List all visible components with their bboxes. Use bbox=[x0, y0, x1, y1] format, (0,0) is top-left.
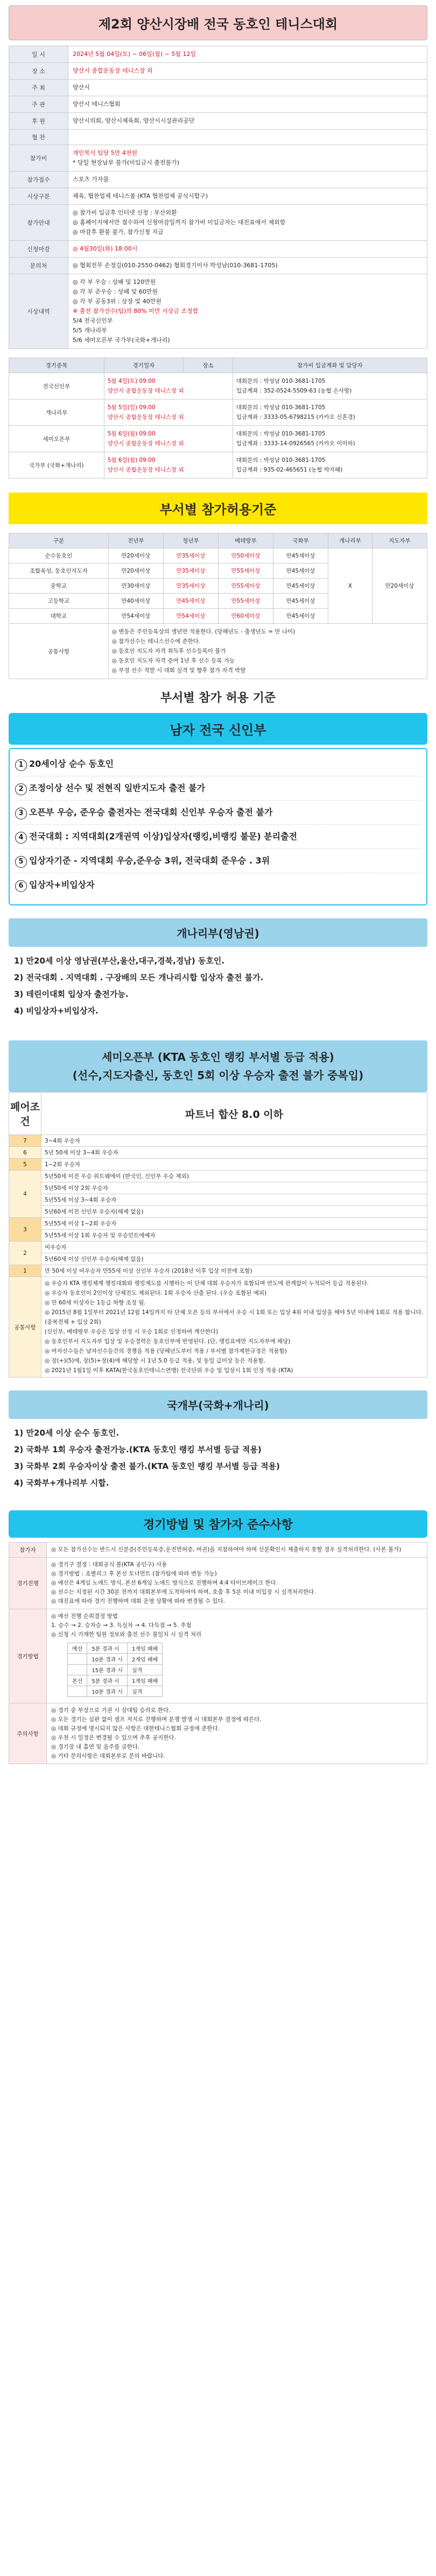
info-value bbox=[68, 113, 427, 130]
allow-cell: 만45세이상 bbox=[273, 579, 328, 594]
semi-cond: 5년60세 이상 신인부 우승자(해제 없음) bbox=[41, 1253, 427, 1265]
semi-title: 세미오픈부 (KTA 동호인 랭킹 부서별 등급 적용) bbox=[102, 1051, 334, 1064]
newbie-item bbox=[15, 825, 421, 849]
late-penalty-cell: 실격 bbox=[128, 1665, 163, 1675]
info-line: ◎ 각 부 준우승 : 상패 및 60만원 bbox=[73, 288, 158, 295]
newbie-item bbox=[15, 873, 421, 897]
rules-value bbox=[47, 1543, 427, 1558]
rules-line: ◎ 우천 시 일정은 변경될 수 있으며 추후 공지한다. bbox=[51, 1735, 176, 1741]
rules-row bbox=[9, 1703, 427, 1764]
semi-common-label: 공통사항 bbox=[9, 1277, 41, 1378]
late-penalty-cell: 10분 경과 시 bbox=[87, 1654, 128, 1665]
semi-common-line: (신인부, 베테랑부 우승은 입상 선정 시 우승 1회로 인정하여 계산한다) bbox=[45, 1329, 219, 1335]
schedule-event: 개나리부 bbox=[9, 399, 104, 426]
gaenari-item: 1) 만20세 이상 영남권(부산,울산,대구,경북,경남) 동호인. bbox=[14, 956, 225, 966]
schedule-account-line: 입금계좌 : 3333-14-0926565 (카카오 이미하) bbox=[236, 440, 355, 447]
semi-cond: 비우승자 bbox=[41, 1241, 427, 1253]
info-line: ◎ 홈페이지에서만 접수하여 신청마감일까지 참가비 미입금자는 대진표에서 제외함 bbox=[73, 219, 286, 226]
semi-col2: 파트너 합산 8.0 이하 bbox=[41, 1093, 427, 1135]
info-line: 5/5 개나리부 bbox=[73, 327, 107, 334]
schedule-event: 국가부 (국화+개나리) bbox=[9, 452, 104, 479]
info-value bbox=[68, 274, 427, 349]
dept-title: 부서별 참가 허용 기준 bbox=[9, 679, 427, 713]
schedule-date-line: 양산시 종합운동장 테니스장 외 bbox=[107, 467, 184, 473]
rules-line: ◎ 모든 경기는 심판 없이 셀프 저지로 진행하며 분쟁 발생 시 대회본부 결정에 따른다. bbox=[51, 1716, 262, 1723]
item-number: 1 bbox=[15, 759, 27, 771]
info-line: ◎ 협회전무 손정길(010-2550-0462) 협회경기이사 박성남(010-3681-1705) bbox=[73, 262, 278, 269]
semi-common-line: ◎ 여자선수들은 남자선수들간의 경쟁을 적용 (당해년도부터 적용 / 부서별 참가제한규정은 적용함) bbox=[45, 1348, 287, 1354]
late-penalty-cell: 2게임 패배 bbox=[128, 1654, 163, 1665]
info-value bbox=[68, 145, 427, 172]
info-table bbox=[9, 46, 427, 349]
newbie-item bbox=[15, 752, 421, 776]
rules-value bbox=[47, 1703, 427, 1764]
national-item: 3) 국화부 2회 우승자이상 출전 불가.(KTA 동호인 랭킹 부서별 등급 적용) bbox=[14, 1461, 280, 1471]
info-value bbox=[68, 205, 427, 241]
rules-line: ◎ 경기 중 부상으로 기권 시 상대팀 승리로 한다. bbox=[51, 1707, 171, 1714]
schedule-event: 세미오픈부 bbox=[9, 426, 104, 452]
rules-line: ◎ 경기방법 : 조별리그 후 본선 토너먼트 (참가팀에 따라 변동 가능) bbox=[51, 1571, 217, 1577]
allow-cell: 만45세이상 bbox=[273, 548, 328, 563]
info-key: 주 관 bbox=[9, 96, 68, 113]
allow-note: ◎ 참가선수는 테니스선수에 준한다. bbox=[111, 638, 201, 645]
schedule-date-line: 5월 6일(월) 09:00 bbox=[107, 457, 156, 463]
semi-cond: 5년60세 이전 신인부 우승자(해제 없음) bbox=[41, 1206, 427, 1218]
schedule-account bbox=[233, 399, 427, 426]
national-item: 2) 국화부 1회 우승자 출전가능.(KTA 동호인 랭킹 부서별 등급 적용) bbox=[14, 1445, 262, 1454]
late-penalty-cell: 15분 경과 시 bbox=[87, 1665, 128, 1675]
semi-cond: 5년50세 이전 우승 위트웨에이 (한국인, 신인부 우승 제외) bbox=[41, 1171, 427, 1182]
semi-common-line: ◎ 우승자 동호인이 2인이상 단체전도 제외된다. 1회 우승자 산출 된다. (우승 포함된 예외) bbox=[45, 1290, 267, 1296]
semi-row bbox=[9, 1135, 427, 1147]
info-key: 신청마감 bbox=[9, 241, 68, 258]
rules-line: 1. 승수 → 2. 승자승 → 3. 득실차 → 4. 다득점 → 5. 추첨 bbox=[51, 1622, 192, 1629]
info-row bbox=[9, 145, 427, 172]
tournament-title: 제2회 양산시장배 전국 동호인 테니스대회 bbox=[9, 5, 427, 40]
semi-common-line: ◎ 장(+)(5)에, 장(5)+장(4)에 해당할 시 1년 5.0 등급 적용, 및 동일 급이상 등은 적용함. bbox=[45, 1358, 265, 1364]
schedule-header: 경기종목 bbox=[9, 358, 104, 373]
allow-cell: 만55세이상 bbox=[218, 563, 273, 579]
schedule-header: 참가비 입금계좌 및 담당자 bbox=[233, 358, 427, 373]
semi-grade: 5 bbox=[9, 1159, 41, 1171]
rules-value bbox=[47, 1558, 427, 1609]
info-row bbox=[9, 205, 427, 241]
info-row bbox=[9, 63, 427, 80]
semi-grade: 1 bbox=[9, 1265, 41, 1277]
late-penalty-row bbox=[68, 1665, 163, 1675]
schedule-event: 전국신인부 bbox=[9, 373, 104, 399]
semi-row bbox=[9, 1218, 427, 1230]
allow-cell: 만35세이상 bbox=[163, 563, 218, 579]
info-value bbox=[68, 80, 427, 96]
info-value bbox=[68, 258, 427, 274]
rules-line: ◎ 대진표에 따라 경기 진행하며 대회 운영 상황에 따라 변경될 수 있다. bbox=[51, 1598, 226, 1604]
rules-row bbox=[9, 1543, 427, 1558]
late-penalty-cell bbox=[68, 1686, 87, 1697]
schedule-account-line: 입금계좌 : 352-0524-5509-63 (농협 손사랑) bbox=[236, 388, 352, 394]
newbie-item bbox=[15, 849, 421, 873]
info-row bbox=[9, 96, 427, 113]
info-line: ※ 출전 참가선수(팀)의 80% 미만 시상금 조정함 bbox=[73, 308, 199, 315]
schedule-account bbox=[233, 373, 427, 399]
gaenari-item: 4) 비입상자+비입상자. bbox=[14, 1006, 99, 1016]
allow-cell: 중학교 bbox=[9, 579, 109, 594]
rules-line: ◎ 경기장 내 흡연 및 음주를 금한다. bbox=[51, 1744, 140, 1750]
late-penalty-cell: 본선 bbox=[68, 1675, 87, 1686]
info-row bbox=[9, 113, 427, 130]
rules-line: ◎ 경기구 결정 : 대회공식 볼(KTA 공인구) 사용 bbox=[51, 1561, 167, 1568]
info-line: ◎ 4월30일(화) 18:00시 bbox=[73, 245, 138, 252]
semi-grade: 4 bbox=[9, 1171, 41, 1218]
allow-cell: 만55세이상 bbox=[218, 594, 273, 609]
late-penalty-cell: 1게임 패배 bbox=[128, 1643, 163, 1654]
late-penalty-cell: 실격 bbox=[128, 1686, 163, 1697]
allow-cell: 만45세이상 bbox=[273, 563, 328, 579]
semi-row bbox=[9, 1147, 427, 1159]
info-line: ◎ 각 부 우승 : 상패 및 120만원 bbox=[73, 279, 156, 286]
late-penalty-table bbox=[67, 1643, 163, 1697]
allow-notes bbox=[108, 624, 427, 679]
semi-row bbox=[9, 1230, 427, 1241]
schedule-account-line: 대회문의 : 박성남 010-3681-1705 bbox=[236, 378, 326, 384]
item-number: 6 bbox=[15, 880, 27, 892]
semi-table bbox=[9, 1092, 427, 1378]
late-penalty-row bbox=[68, 1675, 163, 1686]
semi-grade: 6 bbox=[9, 1147, 41, 1159]
semi-header bbox=[9, 1040, 427, 1092]
rules-table bbox=[9, 1542, 427, 1764]
schedule-row bbox=[9, 373, 427, 399]
semi-cond: 5년55세 이상 3~4회 우승자 bbox=[41, 1194, 427, 1206]
late-penalty-row bbox=[68, 1643, 163, 1654]
allow-header: 전년부 bbox=[108, 533, 163, 548]
late-penalty-cell: 10분 경과 시 bbox=[87, 1686, 128, 1697]
allow-title: 부서별 참가허용기준 bbox=[9, 493, 427, 524]
item-number: 5 bbox=[15, 856, 27, 868]
info-key: 협 찬 bbox=[9, 130, 68, 145]
schedule-date-line: 5월 6일(월) 09:00 bbox=[107, 431, 156, 437]
info-row bbox=[9, 274, 427, 349]
semi-cond: 5년50세 이상 2회 우승자 bbox=[41, 1182, 427, 1194]
newbie-title: 남자 전국 신인부 bbox=[9, 713, 427, 745]
info-row bbox=[9, 258, 427, 274]
newbie-panel bbox=[9, 748, 427, 905]
allow-header: 베테랑부 bbox=[218, 533, 273, 548]
semi-common-line: ◎ 2021년 1월1일 이후 KATA(한국동호인테니스연맹) 전국단위 우승 및 입상시 1회 인정 적용 (KTA) bbox=[45, 1367, 293, 1374]
info-row bbox=[9, 241, 427, 258]
rules-key: 경기방법 bbox=[9, 1609, 47, 1703]
schedule-row bbox=[9, 399, 427, 426]
allow-notes-row bbox=[9, 624, 427, 679]
late-penalty-cell: 5분 경과 시 bbox=[87, 1675, 128, 1686]
info-key: 시상내역 bbox=[9, 274, 68, 349]
newbie-text: 입상자+비입상자 bbox=[29, 880, 95, 890]
item-number: 3 bbox=[15, 808, 27, 819]
allow-cell: 만45세이상 bbox=[273, 594, 328, 609]
semi-grade: 7 bbox=[9, 1135, 41, 1147]
allow-note: ◎ 동호인 지도자 자격 증여 1년 후 선수 등록 가능 bbox=[111, 658, 235, 664]
allow-cell: 만35세이상 bbox=[163, 548, 218, 563]
info-row bbox=[9, 80, 427, 96]
info-line: ◎ 각 부 공동3위 : 상장 및 40만원 bbox=[73, 298, 162, 305]
rules-key: 주의사항 bbox=[9, 1703, 47, 1764]
semi-cond: 5년55세 이상 1~2회 우승자 bbox=[41, 1218, 427, 1230]
allow-cell: 만54세이상 bbox=[163, 609, 218, 624]
item-number: 2 bbox=[15, 783, 27, 795]
rules-key: 경기진행 bbox=[9, 1558, 47, 1609]
schedule-date bbox=[104, 399, 233, 426]
info-line: ◎ 마감후 환불 불가, 참가신청 지급 bbox=[73, 229, 164, 236]
schedule-account bbox=[233, 452, 427, 479]
allow-cell: 고등학교 bbox=[9, 594, 109, 609]
semi-cond: 만 50세 이상 비우승자 만55세 이상 신인부 우승자 (2018년 이후 입상 이전에 포함) bbox=[41, 1265, 427, 1277]
info-key: 후 원 bbox=[9, 113, 68, 130]
rules-line: ◎ 선수는 지정된 시간 30분 전까지 대회본부에 도착하여야 하며, 호출 후 5분 이내 미입장 시 실격처리한다. bbox=[51, 1589, 316, 1595]
info-row bbox=[9, 130, 427, 145]
info-key: 참가안내 bbox=[9, 205, 68, 241]
allow-cell: 순수동호인 bbox=[9, 548, 109, 563]
info-line: 5/4 전국신인부 bbox=[73, 317, 113, 324]
semi-common-line: ◎ 만 60세 이상자는 1등급 하향 조정 됨. bbox=[45, 1300, 146, 1306]
info-key: 장 소 bbox=[9, 63, 68, 80]
info-value bbox=[68, 46, 427, 63]
schedule-date-line: 양산시 종합운동장 테니스장 외 bbox=[107, 414, 184, 420]
rules-line: ◎ 기타 문의사항은 대회본부로 문의 바랍니다. bbox=[51, 1753, 165, 1759]
item-number: 4 bbox=[15, 832, 27, 844]
info-line: ◎ 참가비 입금후 인터넷 신청 : 부산외환 bbox=[73, 209, 177, 216]
allow-header: 개나리부 bbox=[328, 533, 372, 548]
late-penalty-row bbox=[68, 1654, 163, 1665]
allow-cell: 대학교 bbox=[9, 609, 109, 624]
info-row bbox=[9, 172, 427, 188]
schedule-header: 경기일자 bbox=[104, 358, 183, 373]
allow-header: 국화부 bbox=[273, 533, 328, 548]
rules-row bbox=[9, 1609, 427, 1703]
rules-key: 참가자 bbox=[9, 1543, 47, 1558]
schedule-date-line: 양산시 종합운동장 테니스장 외 bbox=[107, 440, 184, 447]
national-title: 국개부(국화+개나리) bbox=[9, 1390, 427, 1419]
info-key: 참가비 bbox=[9, 145, 68, 172]
schedule-header: 장소 bbox=[184, 358, 233, 373]
info-line: 양산시 bbox=[73, 84, 90, 91]
newbie-text: 전국대회 : 지역대회(2개권역 이상)입상자(랭킹,비랭킹 불문) 분리출전 bbox=[29, 831, 298, 841]
rules-line: ◎ 예선은 4게임 노애드 방식, 본선 6게임 노애드 방식으로 진행하며 4:4 타이브레이크 한다. bbox=[51, 1580, 278, 1586]
info-line: 5/6 세미오픈부 국가부(국화+개나리) bbox=[73, 337, 170, 344]
semi-common-line: ◎ 동호인부서 지도자부 입상 및 우승경력은 동호인부에 반영된다. (단, 랭킹표에만 지도자부에 해당) bbox=[45, 1338, 291, 1345]
info-line: 양산시의회, 양산시체육회, 양산시시설관리공단 bbox=[73, 117, 195, 124]
allow-header: 구분 bbox=[9, 533, 109, 548]
semi-common bbox=[41, 1277, 427, 1378]
semi-common-line: ◎ 2015년 8월 1일부터 2021년 12월 14일까지 타 단체 오픈 등의 부서에서 우승 시 1회 또는 입상 4위 이내 입상을 해야 5년 이내에 1회로 적용 합니다. (중복전체 + 입상 2회) bbox=[45, 1309, 424, 1325]
late-penalty-cell: 5분 경과 시 bbox=[87, 1643, 128, 1654]
rules-line: ◎ 모든 참가선수는 반드시 신분증(주민등록증,운전면허증, 여권)을 지참하여야 하며 신분확인시 제출하지 못할 경우 실격처리한다. (사본 불가) bbox=[51, 1546, 402, 1553]
rules-line: ◎ 예선 진행 순위결정 방법 bbox=[51, 1613, 118, 1619]
allow-cell: 만45세이상 bbox=[163, 594, 218, 609]
gaenari-item: 3) 테린이대회 입상자 출전가능. bbox=[14, 989, 129, 999]
schedule-account-line: 대회문의 : 박성남 010-3681-1705 bbox=[236, 404, 326, 411]
info-row bbox=[9, 46, 427, 63]
info-value bbox=[68, 241, 427, 258]
info-value bbox=[68, 96, 427, 113]
schedule-date bbox=[104, 373, 233, 399]
gaenari-title: 개나리부(영남권) bbox=[9, 918, 427, 947]
newbie-item bbox=[15, 776, 421, 801]
allow-header: 지도자부 bbox=[372, 533, 427, 548]
allow-cell: 만30세이상 bbox=[108, 579, 163, 594]
newbie-text: 조정이상 선수 및 전현직 일반지도자 출전 불가 bbox=[29, 783, 206, 793]
late-penalty-cell: 1게임 패배 bbox=[128, 1675, 163, 1686]
info-key: 시상구분 bbox=[9, 188, 68, 205]
info-key: 문의처 bbox=[9, 258, 68, 274]
newbie-item bbox=[15, 801, 421, 825]
national-list bbox=[9, 1419, 427, 1500]
schedule-row bbox=[9, 426, 427, 452]
semi-grade: 2 bbox=[9, 1241, 41, 1265]
rules-line: ◎ 신청 시 기재한 팀원 정보와 출전 선수 불일치 시 실격 처리 bbox=[51, 1631, 202, 1638]
allow-notes-label: 공통사항 bbox=[9, 624, 109, 679]
semi-row bbox=[9, 1253, 427, 1265]
newbie-text: 입상자기준 - 지역대회 우승,준우승 3위, 전국대회 준우승 . 3위 bbox=[29, 855, 270, 866]
allow-cell: 만60세이상 bbox=[218, 609, 273, 624]
info-key: 참가접수 bbox=[9, 172, 68, 188]
national-item: 4) 국화부+개나리부 시합. bbox=[14, 1478, 109, 1488]
info-value bbox=[68, 130, 427, 145]
schedule-account-line: 대회문의 : 박성남 010-3681-1705 bbox=[236, 431, 326, 437]
schedule-date-line: 양산시 종합운동장 테니스장 외 bbox=[107, 388, 184, 394]
info-key: 일 시 bbox=[9, 46, 68, 63]
info-value bbox=[68, 188, 427, 205]
semi-row bbox=[9, 1171, 427, 1182]
allow-note: ◎ 부정 선수 적발 시 대회 실격 및 향후 참가 자격 박탈 bbox=[111, 667, 246, 674]
semi-cond: 5년55세 이상 1회 우승자 및 우승민트에예자 bbox=[41, 1230, 427, 1241]
allow-cell: 만55세이상 bbox=[218, 579, 273, 594]
semi-row bbox=[9, 1206, 427, 1218]
allow-cell: 만50세이상 bbox=[218, 548, 273, 563]
schedule-table bbox=[9, 358, 427, 479]
semi-col1: 페어조건 bbox=[9, 1093, 41, 1135]
allow-cell: 만45세이상 bbox=[273, 609, 328, 624]
gaenari-item: 2) 전국대회 . 지역대회 . 구장배의 모든 개나리시합 입상자 출전 불가. bbox=[14, 973, 264, 982]
info-value bbox=[68, 63, 427, 80]
schedule-account-line: 대회문의 : 박성남 010-3681-1705 bbox=[236, 457, 326, 463]
schedule-row bbox=[9, 452, 427, 479]
schedule-date bbox=[104, 426, 233, 452]
allow-table bbox=[9, 533, 427, 679]
semi-cond: 1~2회 우승자 bbox=[41, 1159, 427, 1171]
allow-note: ◎ 변동은 주민등록상의 생년만 적용한다. (당해년도 - 출생년도 = 만 나이) bbox=[111, 629, 296, 635]
semi-row bbox=[9, 1194, 427, 1206]
info-value bbox=[68, 172, 427, 188]
late-penalty-cell bbox=[68, 1654, 87, 1665]
info-line: 체육, 협찬업체 테니스볼 (KTA 협찬업체 공식시합구) bbox=[73, 192, 208, 199]
allow-cell: 만40세이상 bbox=[108, 594, 163, 609]
schedule-account-line: 입금계좌 : 3333-05-6798215 (카카오 신혼경) bbox=[236, 414, 355, 420]
newbie-text: 오픈부 우승, 준우승 출전자는 전국대회 신인부 우승자 출전 불가 bbox=[29, 807, 273, 817]
rules-row bbox=[9, 1558, 427, 1609]
semi-subtitle: (선수,지도자출신, 동호인 5회 이상 우승자 출전 불가 중복입) bbox=[72, 1069, 364, 1082]
late-penalty-cell: 예선 bbox=[68, 1643, 87, 1654]
info-line: 스포츠 가자몰 bbox=[73, 176, 109, 183]
schedule-date-line: 5월 4일(토) 09:00 bbox=[107, 378, 156, 384]
newbie-text: 20세이상 순수 동호인 bbox=[29, 759, 114, 769]
rules-value bbox=[47, 1609, 427, 1703]
allow-row bbox=[9, 548, 427, 563]
allow-cell: 만20세이상 bbox=[372, 548, 427, 624]
allow-cell: 만54세이상 bbox=[108, 609, 163, 624]
schedule-account bbox=[233, 426, 427, 452]
info-line: 2024년 5월 04일(토) ~ 06일(월) ~ 5월 12일 bbox=[73, 51, 196, 58]
allow-cell: 만20세이상 bbox=[108, 563, 163, 579]
rules-line: ◎ 대회 규정에 명시되지 않은 사항은 대한테니스협회 규정에 준한다. bbox=[51, 1725, 220, 1732]
schedule-date-line: 5월 5일(일) 09:00 bbox=[107, 404, 156, 411]
semi-cond: 3~4회 우승자 bbox=[41, 1135, 427, 1147]
schedule-date bbox=[104, 452, 233, 479]
semi-row bbox=[9, 1265, 427, 1277]
info-line: 개인복식 팀당 5만 4천원 bbox=[73, 149, 138, 156]
allow-cell: 만20세이상 bbox=[108, 548, 163, 563]
semi-common-row bbox=[9, 1277, 427, 1378]
semi-row bbox=[9, 1241, 427, 1253]
allow-cell: 조합육성, 동호인지도자 bbox=[9, 563, 109, 579]
semi-common-line: ◎ 우승자 KTA 랭킹체계 랭킹대회와 랭킹제도를 시행하는 이 단체 대회 우승자가 포함되며 연도에 관계없이 누적되어 등급 적용된다. bbox=[45, 1280, 369, 1287]
info-line: 양산시 테니스협회 bbox=[73, 101, 121, 108]
allow-note: ◎ 동호인 지도자 자격 취득후 선수등록이 불가 bbox=[111, 648, 226, 654]
gaenari-list bbox=[9, 947, 427, 1027]
allow-cell: 만35세이상 bbox=[163, 579, 218, 594]
schedule-account-line: 입금계좌 : 935-02-465651 (농협 박지혜) bbox=[236, 467, 343, 473]
allow-cell: X bbox=[328, 548, 372, 624]
info-line: 양산시 종합운동장 테니스장 외 bbox=[73, 67, 153, 74]
national-item: 1) 만20세 이상 순수 동호인. bbox=[14, 1428, 119, 1438]
semi-cond: 5년 50세 이상 3~4회 우승자 bbox=[41, 1147, 427, 1159]
rules-title: 경기방법 및 참가자 준수사항 bbox=[9, 1510, 427, 1538]
info-line: * 당일 현장납부 불가(미입금시 출전불가) bbox=[73, 159, 180, 166]
late-penalty-row bbox=[68, 1686, 163, 1697]
semi-row bbox=[9, 1182, 427, 1194]
semi-row bbox=[9, 1159, 427, 1171]
late-penalty-cell bbox=[68, 1665, 87, 1675]
info-key: 주 최 bbox=[9, 80, 68, 96]
allow-header: 청년부 bbox=[163, 533, 218, 548]
info-row bbox=[9, 188, 427, 205]
semi-grade: 3 bbox=[9, 1218, 41, 1241]
